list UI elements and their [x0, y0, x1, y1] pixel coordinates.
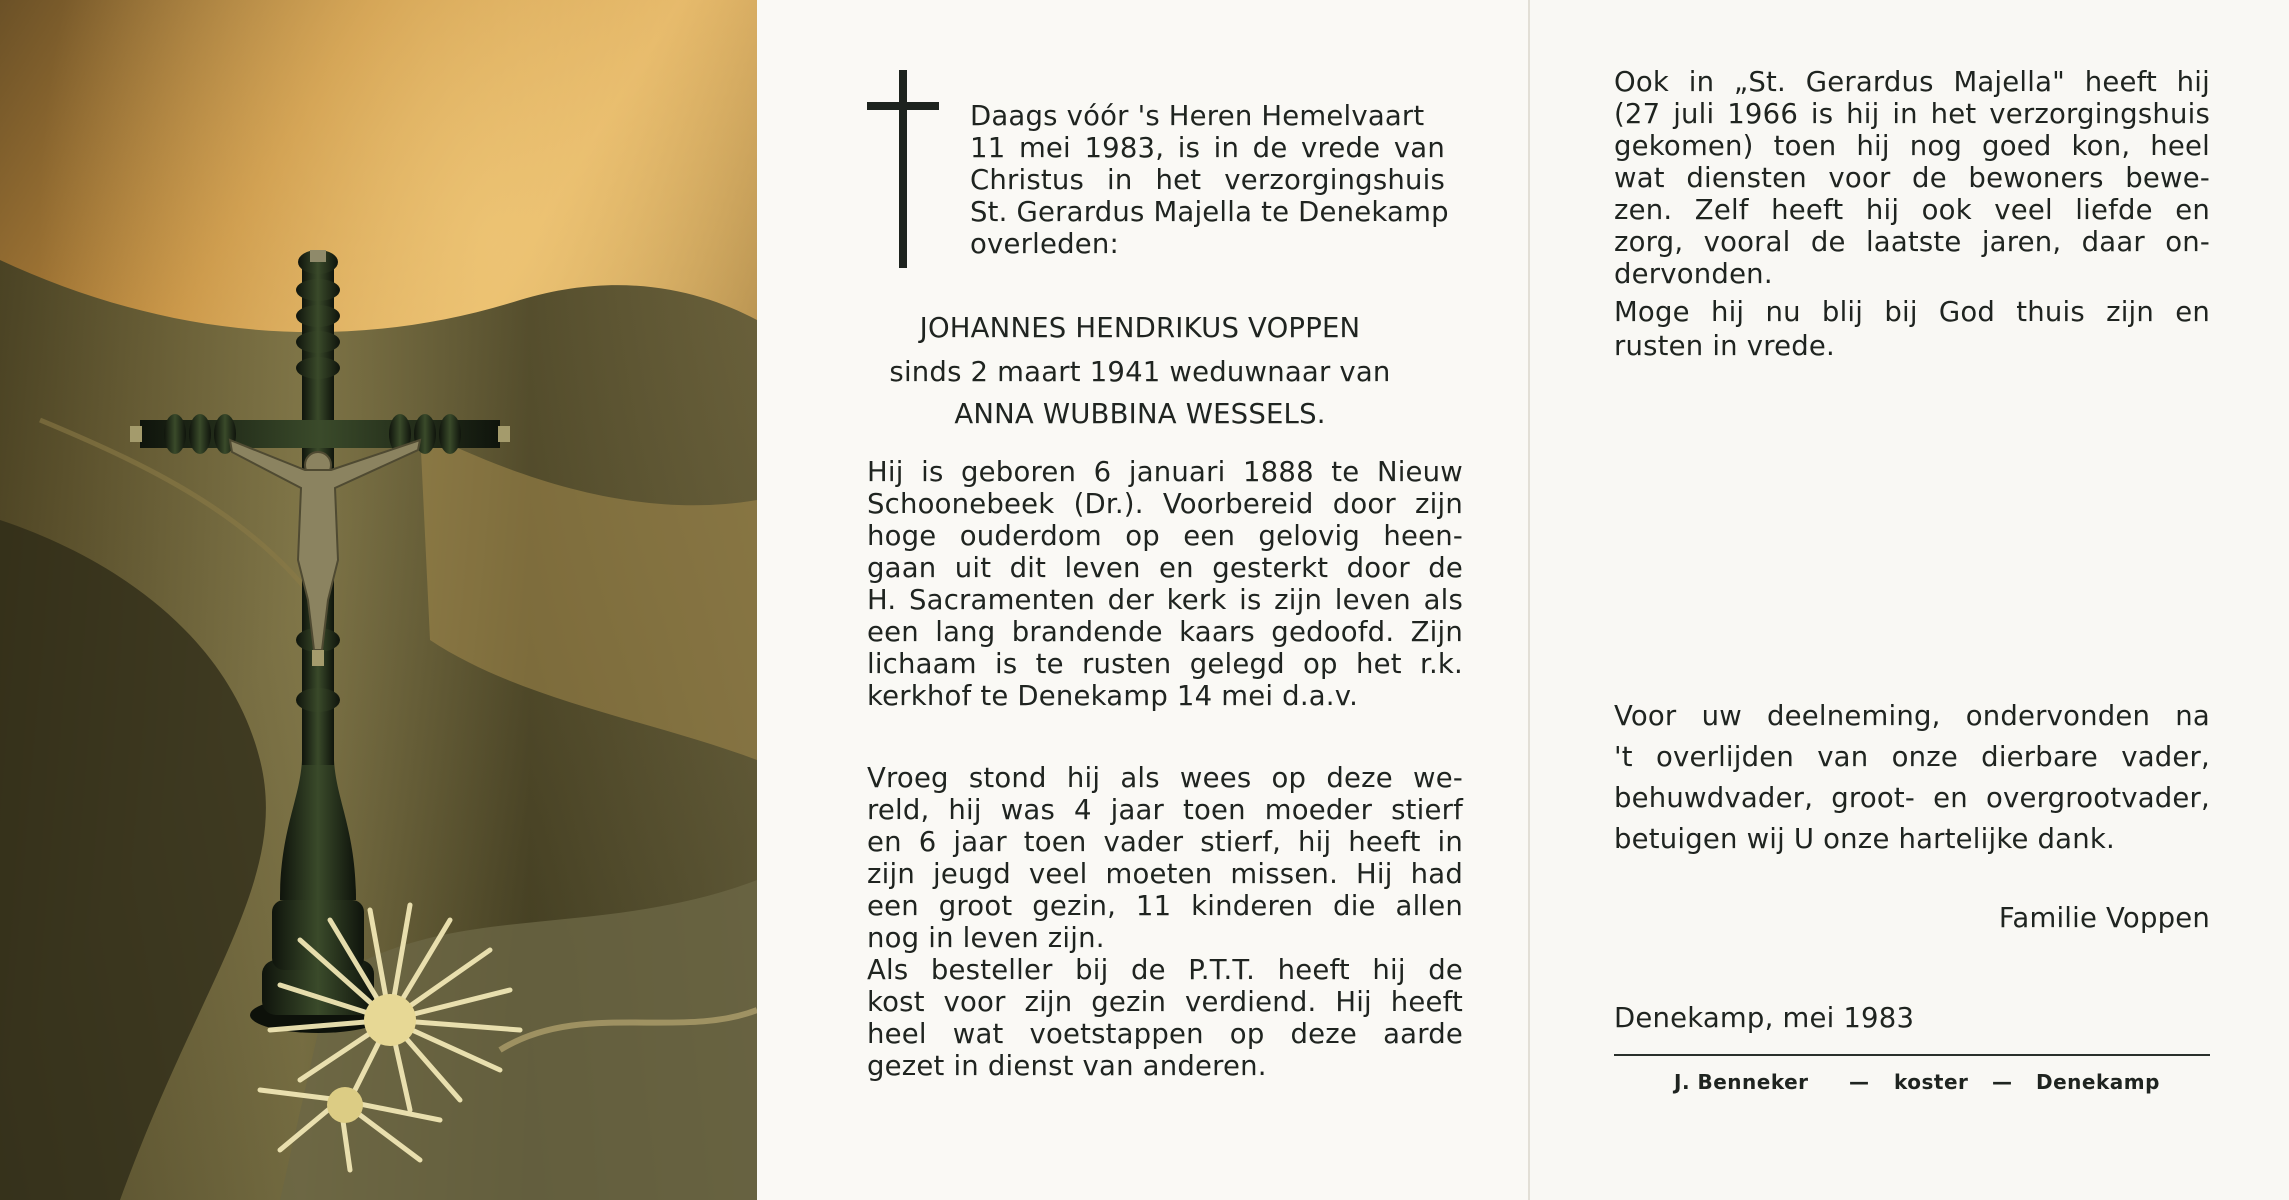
intro-line: Christus in het verzorgingshuis [970, 164, 1445, 196]
life-line: kost voor zijn gezin verdiend. Hij heeft [867, 986, 1463, 1018]
care-line: zen. Zelf heeft hij ook veel liefde en [1614, 194, 2210, 226]
spouse-name: ANNA WUBBINA WESSELS. [954, 398, 1326, 430]
signature: Familie Voppen [1998, 902, 2210, 934]
deceased-name: JOHANNES HENDRIKUS VOPPEN [919, 312, 1361, 344]
life-line: heel wat voetstappen op deze aarde [867, 1018, 1463, 1050]
life-line: nog in leven zijn. [867, 922, 1105, 954]
care-line: rusten in vrede. [1614, 330, 1835, 362]
care-line: dervonden. [1614, 258, 1773, 290]
bio-line: Hij is geboren 6 januari 1888 te Nieuw [867, 456, 1463, 488]
crucifix-photo-icon [0, 0, 757, 1200]
life-line: en 6 jaar toen vader stierf, hij heeft in [867, 826, 1463, 858]
life-line: Vroeg stond hij als wees op deze we- [867, 762, 1463, 794]
life-line: Als besteller bij de P.T.T. heeft hij de [867, 954, 1463, 986]
intro-line: overleden: [970, 228, 1119, 260]
bio-line: hoge ouderdom op een gelovig heen- [867, 520, 1463, 552]
bio-line: H. Sacramenten der kerk is zijn leven als [867, 584, 1463, 616]
life-line: gezet in dienst van anderen. [867, 1050, 1267, 1082]
care-line: gekomen) toen hij nog goed kon, heel [1614, 130, 2210, 162]
place-date: Denekamp, mei 1983 [1614, 1002, 1915, 1034]
thanks-line: behuwdvader, groot- en overgrootvader, [1614, 782, 2210, 814]
life-line: een groot gezin, 11 kinderen die allen [867, 890, 1463, 922]
care-line: (27 juli 1966 is hij in het verzorgingshuis [1614, 98, 2210, 130]
printer-role: koster [1894, 1070, 1969, 1094]
intro-line: St. Gerardus Majella te Denekamp [970, 196, 1449, 228]
life-line: zijn jeugd veel moeten missen. Hij had [867, 858, 1463, 890]
care-line: zorg, vooral de laatste jaren, daar on- [1614, 226, 2210, 258]
bio-line: een lang brandende kaars gedoofd. Zijn [867, 616, 1463, 648]
memorial-photo [0, 0, 757, 1200]
cross-icon [867, 70, 939, 268]
care-line: Moge hij nu blij bij God thuis zijn en [1614, 296, 2210, 328]
printer-credit [1674, 1070, 2160, 1096]
bio-line: gaan uit dit leven en gesterkt door de [867, 552, 1463, 584]
thanks-line: Voor uw deelneming, ondervonden na [1614, 700, 2210, 732]
bio-line: Schoonebeek (Dr.). Voorbereid door zijn [867, 488, 1463, 520]
thanks-line: 't overlijden van onze dierbare vader, [1614, 741, 2210, 773]
thanks-line: betuigen wij U onze hartelijke dank. [1614, 823, 2115, 855]
printer-dash: — [1992, 1070, 2013, 1094]
intro-line: Daags vóór 's Heren Hemelvaart [970, 100, 1425, 132]
bio-line: kerkhof te Denekamp 14 mei d.a.v. [867, 680, 1359, 712]
printer-name: J. Benneker [1674, 1070, 1809, 1094]
widower-line: sinds 2 maart 1941 weduwnaar van [889, 356, 1391, 388]
intro-line: 11 mei 1983, is in de vrede van [970, 132, 1445, 164]
life-line: reld, hij was 4 jaar toen moeder stierf [867, 794, 1463, 826]
care-line: wat diensten voor de bewoners bewe- [1614, 162, 2210, 194]
printer-dash: — [1849, 1070, 1870, 1094]
divider [1614, 1054, 2210, 1056]
care-line: Ook in „St. Gerardus Majella" heeft hij [1614, 66, 2210, 98]
printer-place: Denekamp [2036, 1070, 2160, 1094]
bio-line: lichaam is te rusten gelegd op het r.k. [867, 648, 1463, 680]
